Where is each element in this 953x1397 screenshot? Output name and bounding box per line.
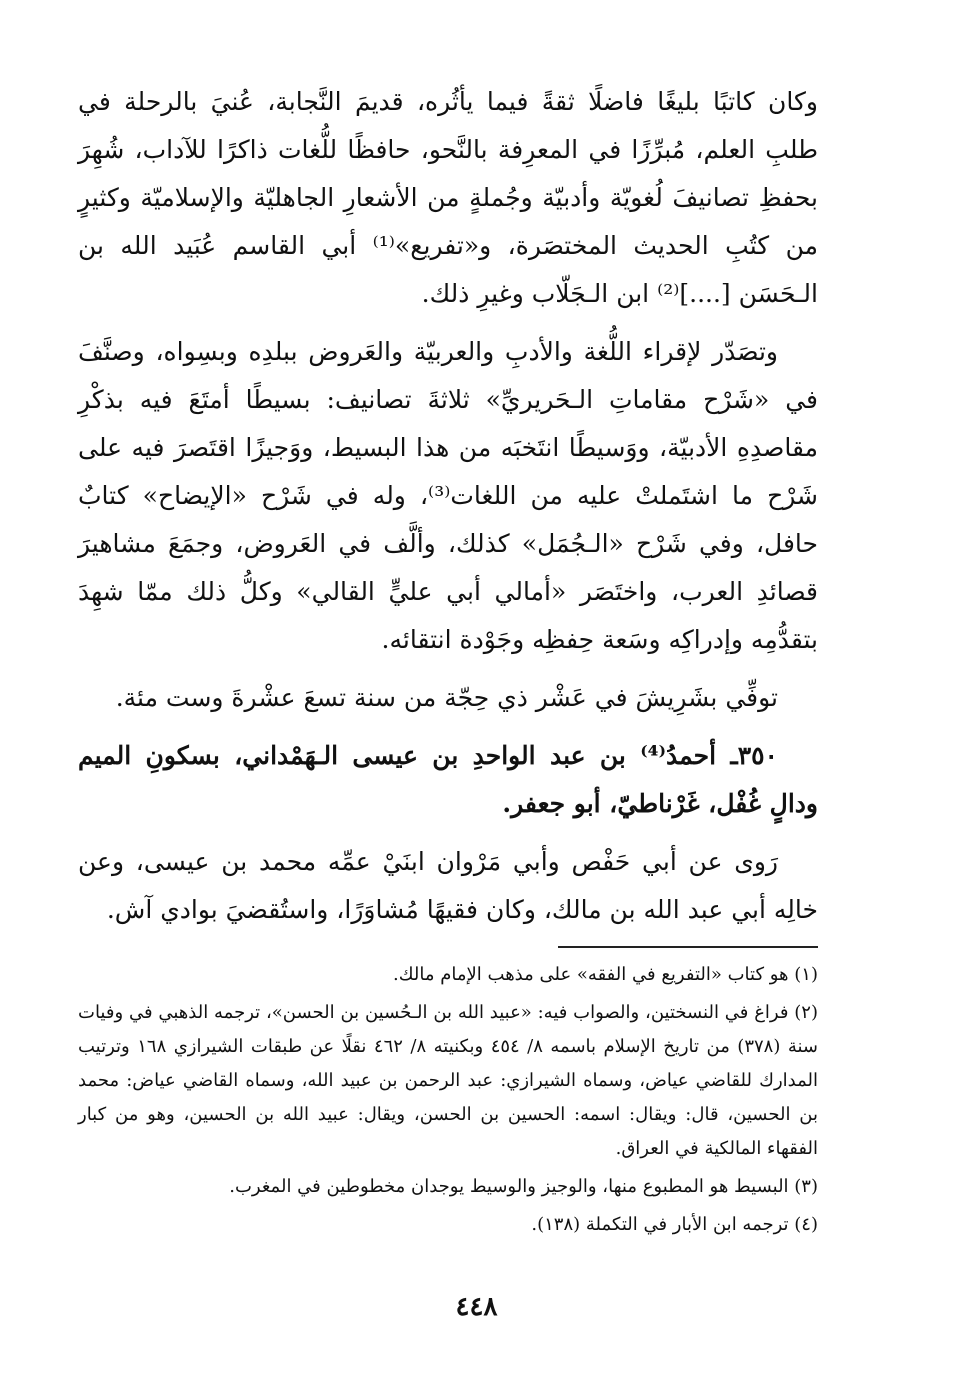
paragraph-works: وتصَدّر لإقراء اللُّغة والأدبِ والعربيّة والعَروض ببلدِه وبسِواه، وصنَّفَ في «شَرْح مقاماتِ الـحَريريِّ» ثلاثةَ تصانيف: بسيطًا أمتَعَ فيه بذكْرِ مقاصدِهِ الأدبيّة، ووَسيطًا انتَخبَه من هذا البسيط، ووَجيزًا اقتَصرَ فيه على شَرْح ما اشتَملتْ عليه من اللغات⁽³⁾، وله في شَرْح «الإيضاح» كتابٌ حافل، وفي شَرْح «الـجُمَل» كذلك، وألَّف في العَروض، وجمَعَ مشاهيرَ قصائدِ العرب، واختَصَر «أمالي أبي عليٍّ القالي» وكلُّ ذلك ممّا شهِدَ بتقدُّمِه وإدراكِه وسَعة حِفظِه وجَوْدة انتقائه. [78, 337, 818, 654]
main-text [78, 78, 818, 944]
page-number: ٤٤٨ [455, 1292, 498, 1322]
entry-heading: ٣٥٠ـ أحمدُ⁽⁴⁾ بن عبد الواحدِ بن عيسى الـهَمْداني، بسكونِ الميم ودالٍ غُفْل، غَرْناطيّ، أبو جعفر. [78, 741, 818, 818]
paragraph-entry: رَوى عن أبي حَفْص وأبي مَرْوان ابنَيْ عمِّه محمد بن عيسى، وعن خالِه أبي عبد الله بن مالك، وكان فقيهًا مُشاوَرًا، واستُقضيَ بوادي آش. [78, 847, 818, 924]
footnote-2: (٢) فراغ في النسختين، والصواب فيه: «عبيد الله بن الـحُسين بن الحسن»، ترجمه الذهبي في وفيات سنة (٣٧٨) من تاريخ الإسلام باسمه ٨/ ٤٥٤ وبكنيته ٨/ ٤٦٢ نقلًا عن طبقات الشيرازي ١٦٨ وترتيب المدارك للقاضي عياض، وسماه الشيرازي: عبد الرحمن بن عبيد الله، وسماه القاضي عياض: محمد بن الحسين، قال: ويقال: اسمه: الحسين بن الحسن، ويقال: عبيد الله بن الحسين، وهو من كبار الفقهاء المالكية في العراق. [78, 1002, 819, 1159]
footnotes [78, 958, 818, 1246]
paragraph-biography: وكان كاتبًا بليغًا فاضلًا ثقةً فيما يأثُره، قديمَ النَّجابة، عُنيَ بالرحلة في طلبِ العلم، مُبرِّزًا في المعرِفة بالنَّحو، حافظًا للُّغات ذاكرًا للآداب، شُهِرَ بحفظِ تصانيفَ لُغويّة وأدبيّة وجُملةٍ من الأشعارِ الجاهليّة والإسلاميّة وكثيرٍ من كتُبِ الحديث المختصَرة، و«تفريع»⁽¹⁾ أبي القاسم عُبَيد الله بن الـحَسَن [....]⁽²⁾ ابن الـجَلّاب وغيرِ ذلك. [78, 87, 819, 308]
footnote-4: (٤) ترجمه ابن الأبار في التكملة (١٣٨). [531, 1214, 818, 1235]
paragraph-death: توفِّي بشَرِيشَ في عَشْر ذي حِجّة من سنة تسعَ عشْرةَ وست مئة. [115, 683, 778, 712]
footnote-3: (٣) البسيط هو المطبوع منها، والوجيز والوسيط يوجدان مخطوطين في المغرب. [229, 1176, 818, 1197]
footnote-divider [558, 946, 818, 948]
footnote-1: (١) هو كتاب «التفريع في الفقه» على مذهب الإمام مالك. [393, 964, 818, 985]
